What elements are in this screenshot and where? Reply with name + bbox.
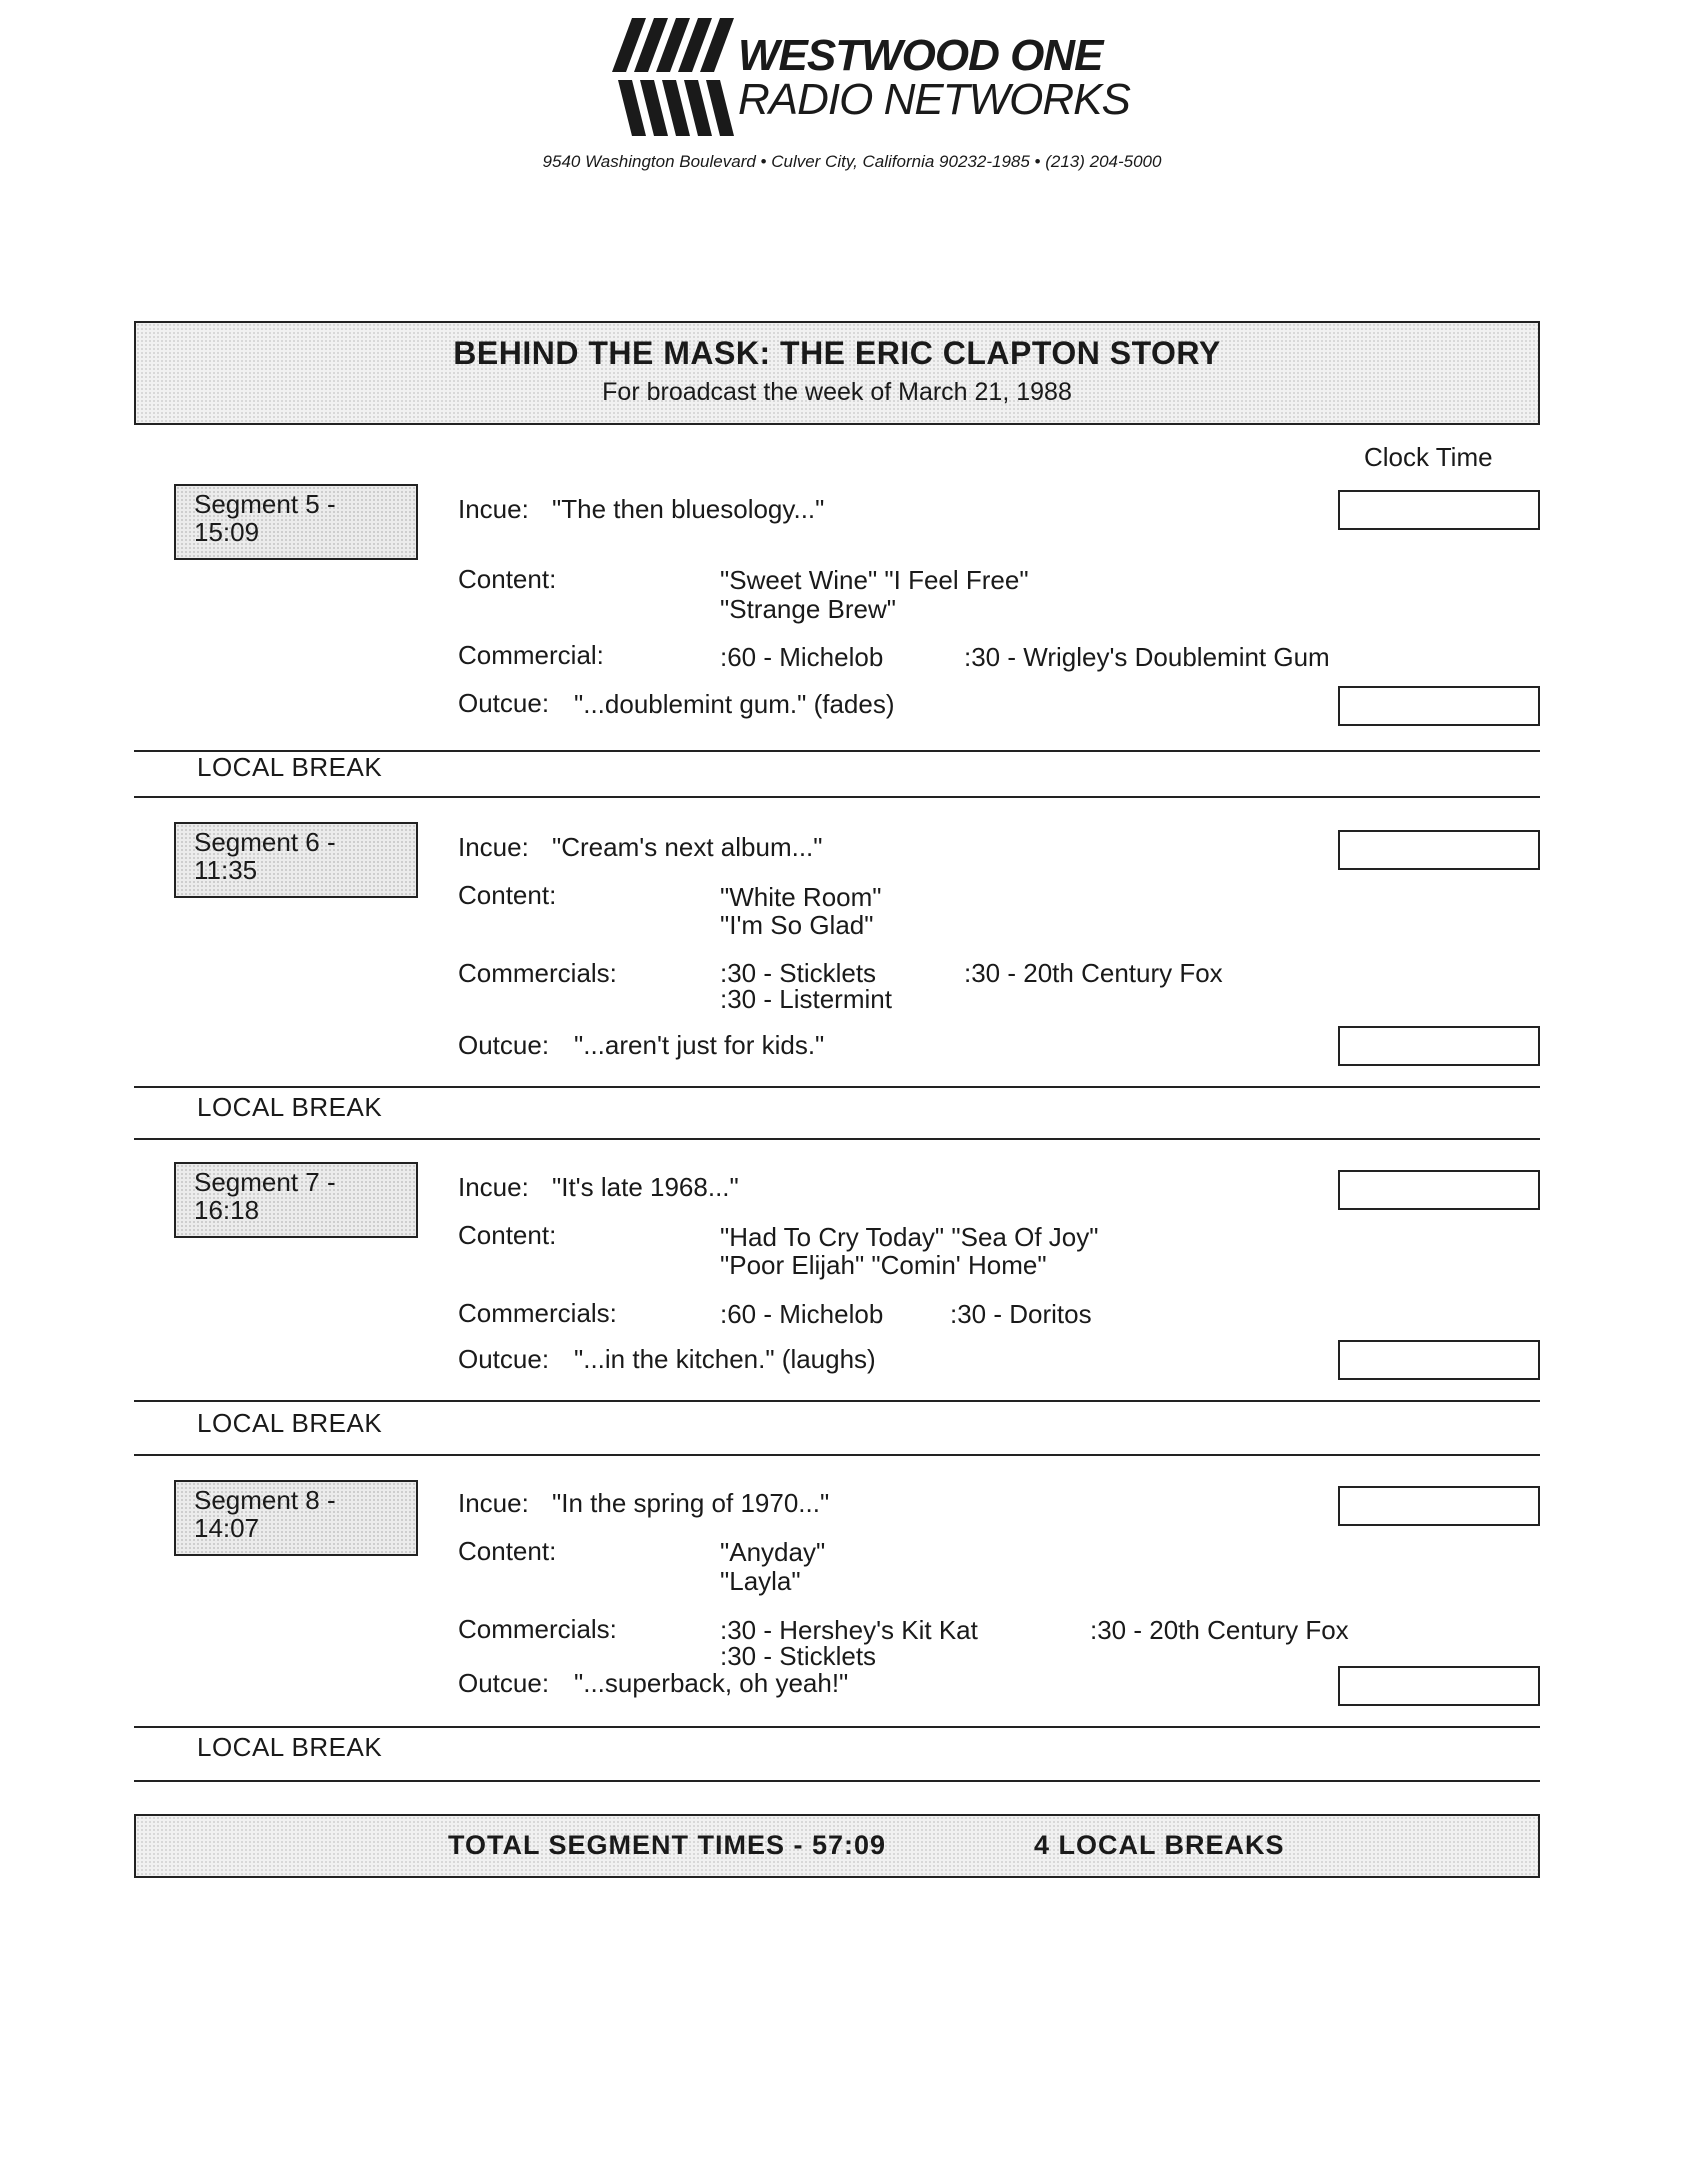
incue-label: Incue: [458,1172,529,1202]
commercial-label: Commercials: [458,958,617,988]
program-title: BEHIND THE MASK: THE ERIC CLAPTON STORY [453,335,1221,371]
commercial-item: :60 - Michelob [720,642,884,672]
content-line: "Layla" [720,1566,801,1596]
segment-box [174,484,418,560]
incue-text: "It's late 1968..." [552,1172,739,1202]
total-segment-times: TOTAL SEGMENT TIMES - 57:09 [448,1830,887,1860]
segment-box [174,822,418,898]
content-line: "Poor Elijah" "Comin' Home" [720,1250,1047,1280]
outcue-text: "...superback, oh yeah!" [574,1668,849,1698]
incue-text: "The then bluesology..." [552,494,825,524]
segment-duration: 14:07 [194,1513,260,1543]
segment-label: Segment 6 - [194,827,336,857]
commercial-item: :60 - Michelob [720,1299,884,1329]
content-label: Content: [458,1220,557,1250]
segment-duration: 11:35 [194,855,258,885]
divider [134,1454,1540,1456]
letterhead-address: 9540 Washington Boulevard • Culver City, California 90232-1985 • (213) 204-5000 [542,152,1162,171]
brand-line-2: RADIO NETWORKS [738,75,1130,124]
local-break: LOCAL BREAK [197,752,383,782]
commercial-item: :30 - 20th Century Fox [964,958,1223,988]
incue-label: Incue: [458,1488,529,1518]
commercial-item: :30 - Sticklets [720,958,877,988]
commercial-item: :30 - 20th Century Fox [1090,1615,1349,1645]
content-label: Content: [458,1536,557,1566]
commercial-label: Commercials: [458,1614,617,1644]
commercial-label: Commercial: [458,640,604,670]
divider [134,796,1540,798]
content-line: "Had To Cry Today" "Sea Of Joy" [720,1222,1099,1252]
outcue-label: Outcue: [458,1344,550,1374]
clock-time-field[interactable] [1338,1026,1540,1066]
brand-name [738,31,1130,124]
content-line: "Strange Brew" [720,594,896,624]
brand-line-1: WESTWOOD ONE [738,31,1103,80]
clock-time-field[interactable] [1338,1666,1540,1706]
outcue-label: Outcue: [458,1030,550,1060]
segment-label: Segment 5 - [194,489,336,519]
outcue-text: "...in the kitchen." (laughs) [574,1344,876,1374]
segment-label: Segment 7 - [194,1167,336,1197]
commercial-item: :30 - Sticklets [720,1641,877,1671]
local-break: LOCAL BREAK [197,1092,383,1122]
total-local-breaks: 4 LOCAL BREAKS [1034,1830,1285,1860]
divider [134,1780,1540,1782]
outcue-label: Outcue: [458,1668,550,1698]
content-label: Content: [458,880,557,910]
incue-text: "In the spring of 1970..." [552,1488,830,1518]
westwood-one-logo-icon [612,18,740,136]
content-line: "Sweet Wine" "I Feel Free" [720,565,1029,595]
local-break: LOCAL BREAK [197,1408,383,1438]
segment-box [174,1480,418,1556]
divider [134,1400,1540,1402]
divider [134,1138,1540,1140]
commercial-label: Commercials: [458,1298,617,1328]
clock-time-field[interactable] [1338,490,1540,530]
commercial-item: :30 - Listermint [720,984,892,1014]
divider [134,1086,1540,1088]
segment-duration: 15:09 [194,517,260,547]
program-title-box [134,321,1540,425]
clock-time-field[interactable] [1338,1340,1540,1380]
broadcast-week: For broadcast the week of March 21, 1988 [602,378,1072,406]
commercial-item: :30 - Hershey's Kit Kat [720,1615,978,1645]
content-line: "I'm So Glad" [720,910,874,940]
outcue-text: "...doublemint gum." (fades) [574,689,895,719]
commercial-item: :30 - Doritos [950,1299,1092,1329]
content-label: Content: [458,564,557,594]
clock-time-field[interactable] [1338,686,1540,726]
clock-time-header: Clock Time [1364,442,1493,472]
outcue-label: Outcue: [458,688,550,718]
content-line: "Anyday" [720,1537,826,1567]
local-break: LOCAL BREAK [197,1732,383,1762]
outcue-text: "...aren't just for kids." [574,1030,825,1060]
incue-label: Incue: [458,832,529,862]
divider [134,1726,1540,1728]
clock-time-field[interactable] [1338,830,1540,870]
incue-text: "Cream's next album..." [552,832,823,862]
segment-label: Segment 8 - [194,1485,336,1515]
clock-time-field[interactable] [1338,1170,1540,1210]
totals-box [134,1814,1540,1878]
content-line: "White Room" [720,882,882,912]
clock-time-field[interactable] [1338,1486,1540,1526]
segment-box [174,1162,418,1238]
commercial-item: :30 - Wrigley's Doublemint Gum [964,642,1330,672]
segment-duration: 16:18 [194,1195,260,1225]
incue-label: Incue: [458,494,529,524]
